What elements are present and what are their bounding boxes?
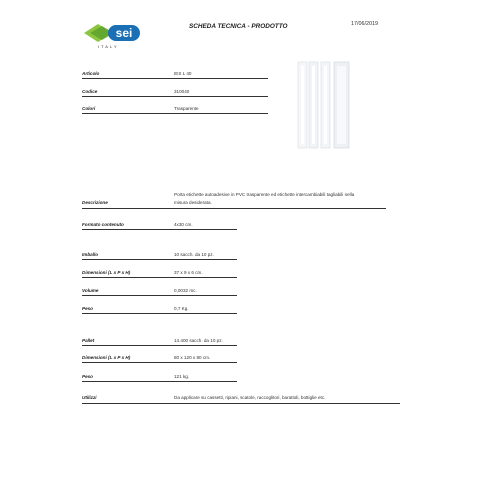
field-value: 121 kg.	[174, 374, 190, 379]
field-underline	[82, 229, 237, 230]
field-label: Articolo	[82, 71, 100, 76]
field-underline	[82, 259, 237, 260]
field-underline	[82, 403, 400, 404]
document-title: SCHEDA TECNICA - PRODOTTO	[189, 23, 288, 30]
field-underline	[82, 313, 237, 314]
field-value: 0,0032 mc.	[174, 288, 197, 293]
field-label: Colori	[82, 106, 96, 111]
field-underline	[82, 277, 237, 278]
field-value: Trasparente	[174, 106, 199, 111]
field-label: Pallet	[82, 338, 95, 343]
field-underline	[82, 78, 268, 79]
field-value: Da applicare su cassetti, ripiani, scatole, raccoglitori, barattoli, bottiglie etc.	[174, 395, 326, 400]
field-value: IES L 40	[174, 71, 192, 76]
field-underline	[82, 96, 268, 97]
field-label: Dimensioni (L x P x H)	[82, 355, 131, 360]
logo-text: sei	[115, 26, 133, 40]
field-value-line: Porta etichette autoadesive in PVC trasparente ed etichette intercambiabili tagliabili nella	[174, 192, 355, 197]
field-label: Peso	[82, 306, 93, 311]
logo-italy-text: ITALY	[98, 44, 119, 49]
field-value: 14.400 sacch. da 10 pz.	[174, 338, 223, 343]
field-underline	[82, 295, 237, 296]
field-label: Dimensioni (L x P x H)	[82, 270, 131, 275]
field-label: Imballo	[82, 252, 99, 257]
field-value-line: misura desiderata.	[174, 200, 212, 205]
field-value: 0,7 Kg.	[174, 306, 189, 311]
field-value: 10 sacch. da 10 pz.	[174, 252, 214, 257]
field-underline	[82, 113, 268, 114]
field-label: Volume	[82, 288, 99, 293]
field-value: 80 x 120 x 80 cm.	[174, 355, 211, 360]
product-image	[296, 60, 351, 150]
document-date: 17/06/2019	[351, 21, 378, 27]
field-label: Codice	[82, 89, 98, 94]
field-label: Formato contenuto	[82, 222, 124, 227]
field-value: 4x30 cm.	[174, 222, 193, 227]
field-value: 310040	[174, 89, 190, 94]
field-label: Peso	[82, 374, 93, 379]
field-underline	[82, 345, 237, 346]
field-label: Utilizzi	[82, 395, 97, 400]
field-underline	[82, 381, 237, 382]
field-underline	[82, 362, 237, 363]
field-value: 37 x 9 x 6 cm.	[174, 270, 203, 275]
field-label: Descrizione	[82, 200, 108, 205]
field-underline	[82, 208, 386, 209]
